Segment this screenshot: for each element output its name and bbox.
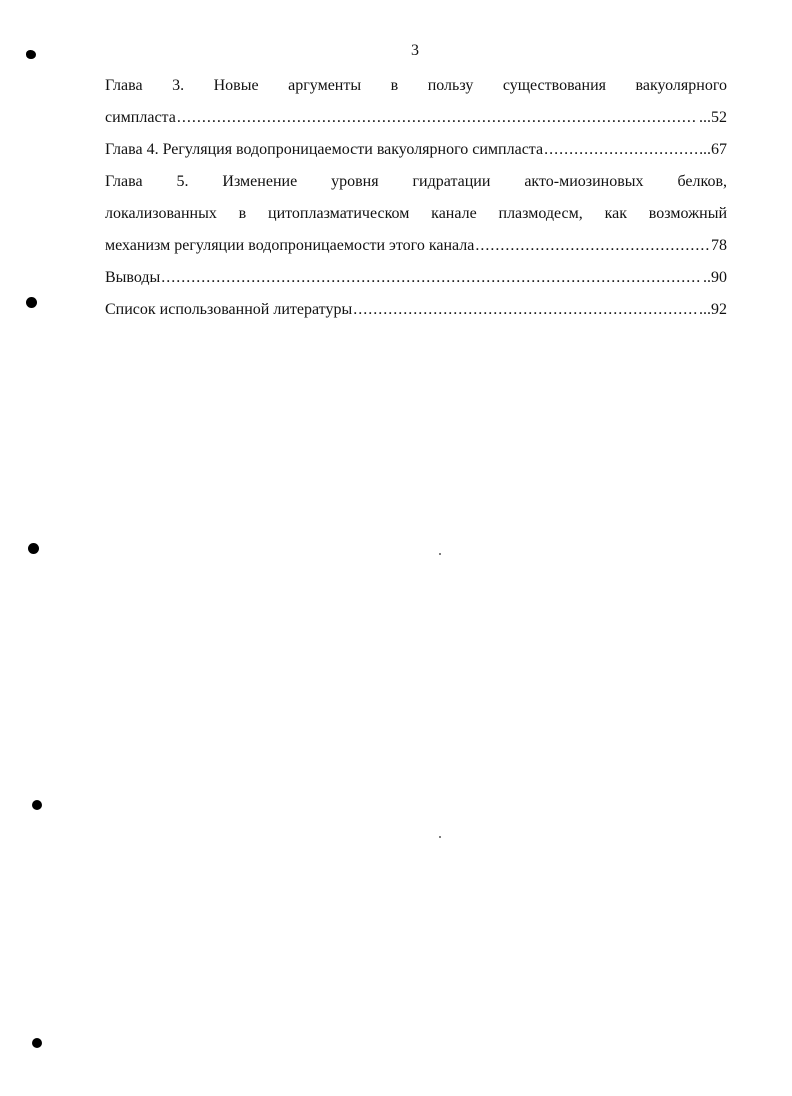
scan-speck bbox=[439, 553, 441, 555]
binder-hole-mark bbox=[32, 1038, 42, 1048]
binder-hole-mark bbox=[32, 800, 42, 810]
toc-page-ref: 78 bbox=[711, 237, 727, 254]
binder-hole-mark bbox=[26, 297, 37, 308]
toc-page-ref: ...52 bbox=[699, 109, 727, 126]
toc-entry-conclusions bbox=[105, 262, 727, 294]
table-of-contents bbox=[105, 70, 727, 326]
binder-hole-mark bbox=[28, 543, 39, 554]
toc-entry-chapter-3 bbox=[105, 70, 727, 134]
toc-page-ref: ..90 bbox=[703, 269, 727, 286]
binder-hole-mark bbox=[26, 50, 36, 59]
toc-entry-last-line bbox=[105, 134, 727, 166]
toc-entry-chapter-4 bbox=[105, 134, 727, 166]
dot-leader bbox=[177, 102, 698, 134]
toc-entry-title: Глава 4. Регуляция водопроницаемости вакуолярного симпласта bbox=[105, 141, 544, 158]
toc-entry-chapter-5 bbox=[105, 166, 727, 262]
toc-entry-last-line bbox=[105, 262, 727, 294]
scan-speck bbox=[439, 836, 441, 838]
toc-entry-last-line bbox=[105, 230, 727, 262]
page-number: 3 bbox=[411, 42, 419, 59]
toc-entry-last-line bbox=[105, 102, 727, 134]
dot-leader bbox=[475, 230, 710, 262]
toc-entry-text-line: локализованных в цитоплазматическом канале плазмодесм, как возможный bbox=[105, 205, 727, 222]
toc-entry-title: Список использованной литературы bbox=[105, 301, 353, 318]
dot-leader bbox=[161, 262, 702, 294]
toc-entry-references bbox=[105, 294, 727, 326]
toc-entry-text-line: Глава 3. Новые аргументы в пользу существования вакуолярного bbox=[105, 77, 727, 94]
dot-leader bbox=[353, 294, 698, 326]
toc-entry-title: Выводы bbox=[105, 269, 161, 286]
toc-entry-title: симпласта bbox=[105, 109, 176, 126]
toc-page-ref: ...92 bbox=[699, 301, 727, 318]
dot-leader bbox=[544, 134, 702, 166]
toc-entry-title: механизм регуляции водопроницаемости этого канала bbox=[105, 237, 475, 254]
toc-entry-last-line bbox=[105, 294, 727, 326]
toc-page-ref: ..67 bbox=[703, 141, 727, 158]
toc-entry-text-line: Глава 5. Изменение уровня гидратации акто-миозиновых белков, bbox=[105, 173, 727, 190]
